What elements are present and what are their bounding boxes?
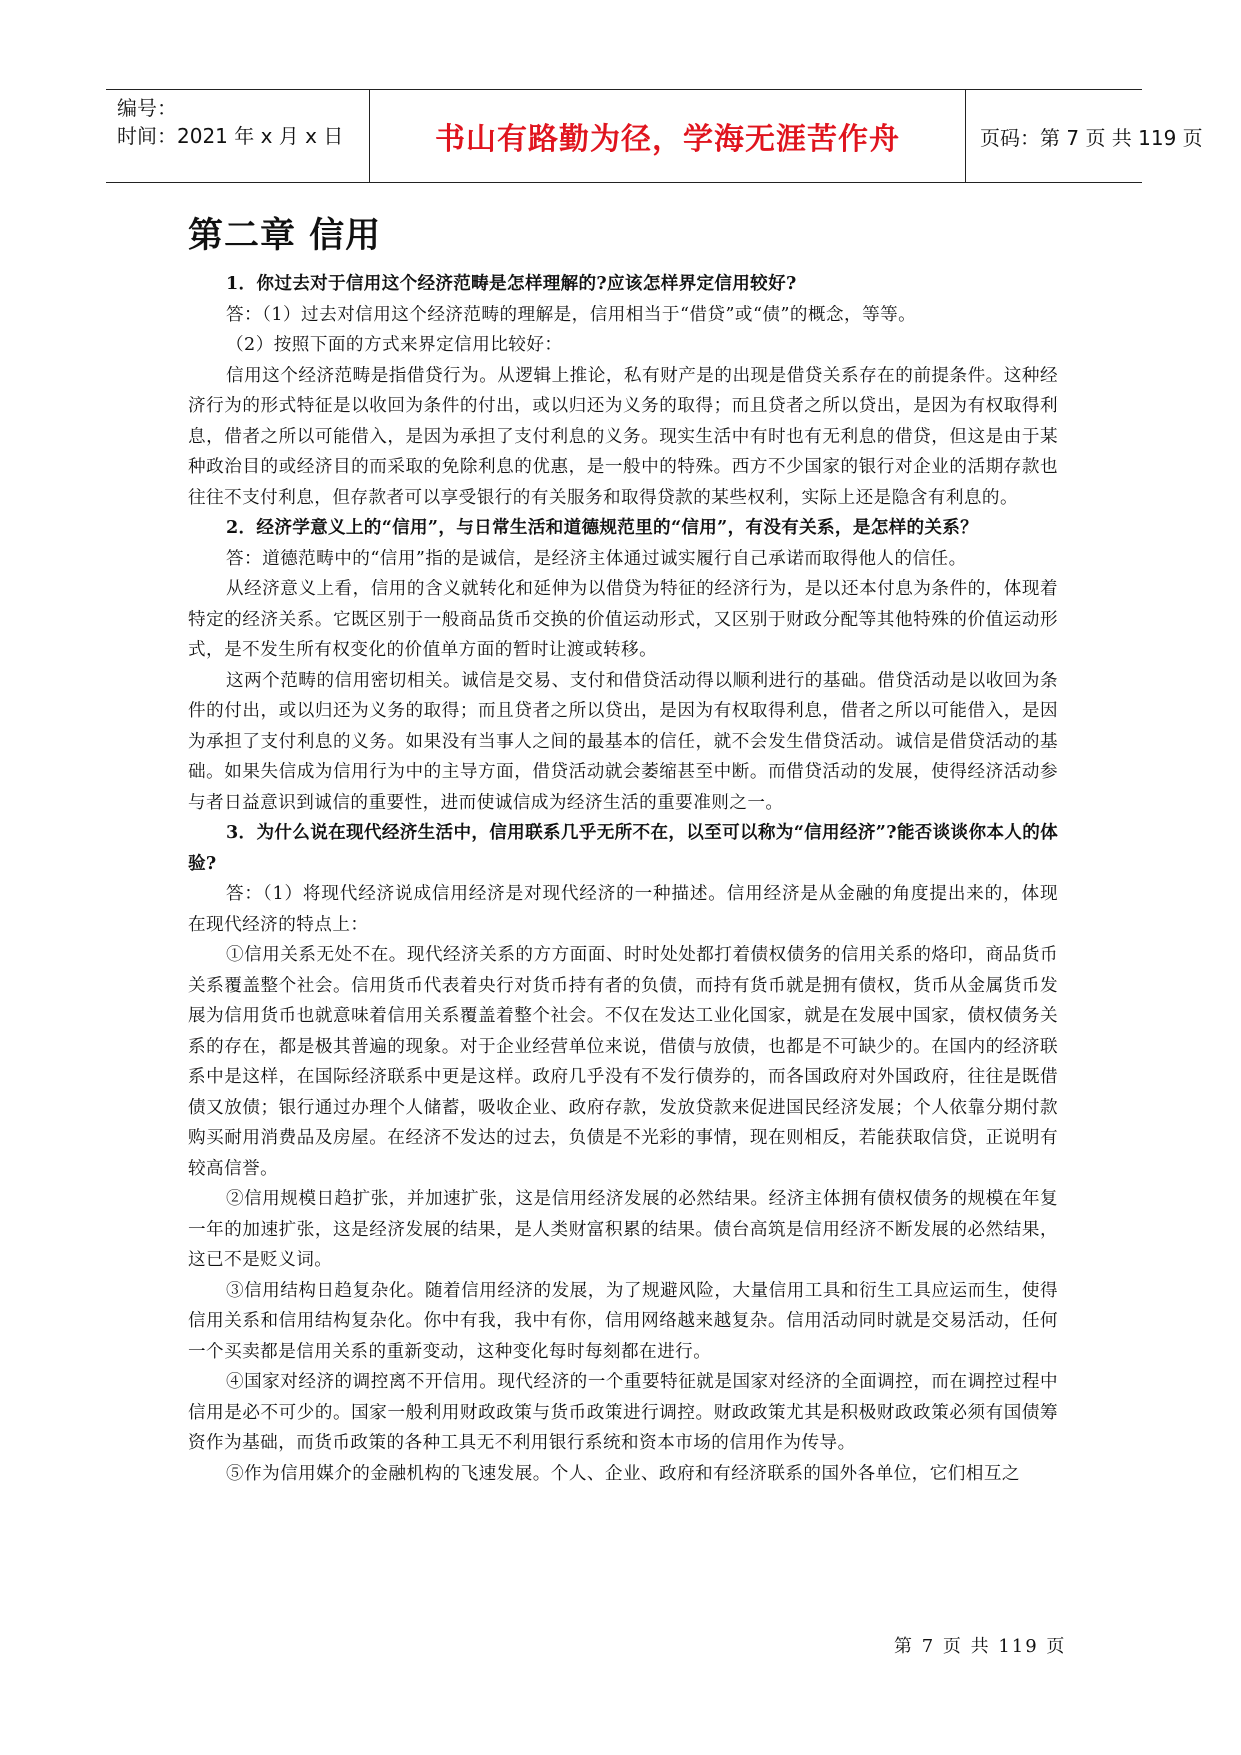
serial-number-label: 编号： xyxy=(117,96,177,120)
answer-paragraph: 信用这个经济范畴是指借贷行为。从逻辑上推论，私有财产是的出现是借贷关系存在的前提条件。这种经济行为的形式特征是以收回为条件的付出，或以归还为义务的取得；而且贷者之所以贷出，是因为有权取得利息，借者之所以可能借入，是因为承担了支付利息的义务。现实生活中有时也有无利息的借贷，但这是由于某种政治目的或经济目的而采取的免除利息的优惠，是一般中的特殊。西方不少国家的银行对企业的活期存款也往往不支付利息，但存款者可以享受银行的有关服务和取得贷款的某些权利，实际上还是隐含有利息的。 xyxy=(188,365,1058,508)
answer-paragraph: 这两个范畴的信用密切相关。诚信是交易、支付和借贷活动得以顺利进行的基础。借贷活动是以收回为条件的付出，或以归还为义务的取得；而且贷者之所以贷出，是因为有权取得利息，借者之所以可能借入，是因为承担了支付利息的义务。如果没有当事人之间的最基本的信任，就不会发生借贷活动。诚信是借贷活动的基础。如果失信成为信用行为中的主导方面，借贷活动就会萎缩甚至中断。而借贷活动的发展，使得经济活动参与者日益意识到诚信的重要性，进而使诚信成为经济生活的重要准则之一。 xyxy=(188,670,1058,813)
header-page-number: 页码：第 7 页 共 119 页 xyxy=(980,125,1203,150)
answer-paragraph: 从经济意义上看，信用的含义就转化和延伸为以借贷为特征的经济行为，是以还本付息为条件的，体现着特定的经济关系。它既区别于一般商品货币交换的价值运动形式，又区别于财政分配等其他特殊的价值运动形式，是不发生所有权变化的价值单方面的暂时让渡或转移。 xyxy=(188,579,1058,660)
time-label: 时间：2021 年 x 月 x 日 xyxy=(117,124,344,148)
answer-paragraph: （2）按照下面的方式来界定信用比较好： xyxy=(226,335,563,355)
header-motto: 书山有路勤为径，学海无涯苦作舟 xyxy=(370,90,966,182)
answer-paragraph: 答：（1）过去对信用这个经济范畴的理解是，信用相当于“借贷”或“债”的概念，等等。 xyxy=(226,304,917,325)
question-2: 2．经济学意义上的“信用”，与日常生活和道德规范里的“信用”，有没有关系，是怎样的关系？ xyxy=(226,517,979,538)
answer-paragraph: ③信用结构日趋复杂化。随着信用经济的发展，为了规避风险，大量信用工具和衍生工具应运而生，使得信用关系和信用结构复杂化。你中有我，我中有你，信用网络越来越复杂。信用活动同时就是交易活动，任何一个买卖都是信用关系的重新变动，这种变化每时每刻都在进行。 xyxy=(188,1280,1058,1362)
header-info-cell xyxy=(106,90,370,182)
header-table xyxy=(106,89,1203,183)
page-footer: 第 7 页 共 119 页 xyxy=(894,1636,1067,1657)
question-3: 3．为什么说在现代经济生活中，信用联系几乎无所不在，以至可以称为“信用经济”?能否谈谈你本人的体验? xyxy=(188,822,1058,874)
answer-paragraph: 答：（1）将现代经济说成信用经济是对现代经济的一种描述。信用经济是从金融的角度提出来的，体现在现代经济的特点上： xyxy=(188,884,1058,935)
answer-paragraph: ⑤作为信用媒介的金融机构的飞速发展。个人、企业、政府和有经济联系的国外各单位，它们相互之 xyxy=(226,1463,1020,1484)
answer-paragraph: ④国家对经济的调控离不开信用。现代经济的一个重要特征就是国家对经济的全面调控，而在调控过程中信用是必不可少的。国家一般利用财政政策与货币政策进行调控。财政政策尤其是积极财政政策必须有国债筹资作为基础，而货币政策的各种工具无不利用银行系统和资本市场的信用作为传导。 xyxy=(188,1372,1058,1453)
chapter-title: 第二章 信用 xyxy=(188,216,382,256)
document-body xyxy=(188,211,1058,1489)
question-1: 1．你过去对于信用这个经济范畴是怎样理解的?应该怎样界定信用较好? xyxy=(226,273,797,294)
answer-paragraph: ②信用规模日趋扩张，并加速扩张，这是信用经济发展的必然结果。经济主体拥有债权债务的规模在年复一年的加速扩张，这是经济发展的结果，是人类财富积累的结果。债台高筑是信用经济不断发展的必然结果，这已不是贬义词。 xyxy=(188,1189,1058,1270)
answer-paragraph: ①信用关系无处不在。现代经济关系的方方面面、时时处处都打着债权债务的信用关系的烙印，商品货币关系覆盖整个社会。信用货币代表着央行对货币持有者的负债，而持有货币就是拥有债权，货币从金属货币发展为信用货币也就意味着信用关系覆盖着整个社会。不仅在发达工业化国家，就是在发展中国家，债权债务关系的存在，都是极其普遍的现象。对于企业经营单位来说，借债与放债，也都是不可缺少的。在国内的经济联系中是这样，在国际经济联系中更是这样。政府几乎没有不发行债券的，而各国政府对外国政府，往往是既借债又放债；银行通过办理个人储蓄，吸收企业、政府存款，发放贷款来促进国民经济发展；个人依靠分期付款购买耐用消费品及房屋。在经济不发达的过去，负债是不光彩的事情，现在则相反，若能获取信贷，正说明有较高信誉。 xyxy=(188,945,1058,1179)
answer-paragraph: 答：道德范畴中的“信用”指的是诚信，是经济主体通过诚实履行自己承诺而取得他人的信任。 xyxy=(226,548,967,569)
